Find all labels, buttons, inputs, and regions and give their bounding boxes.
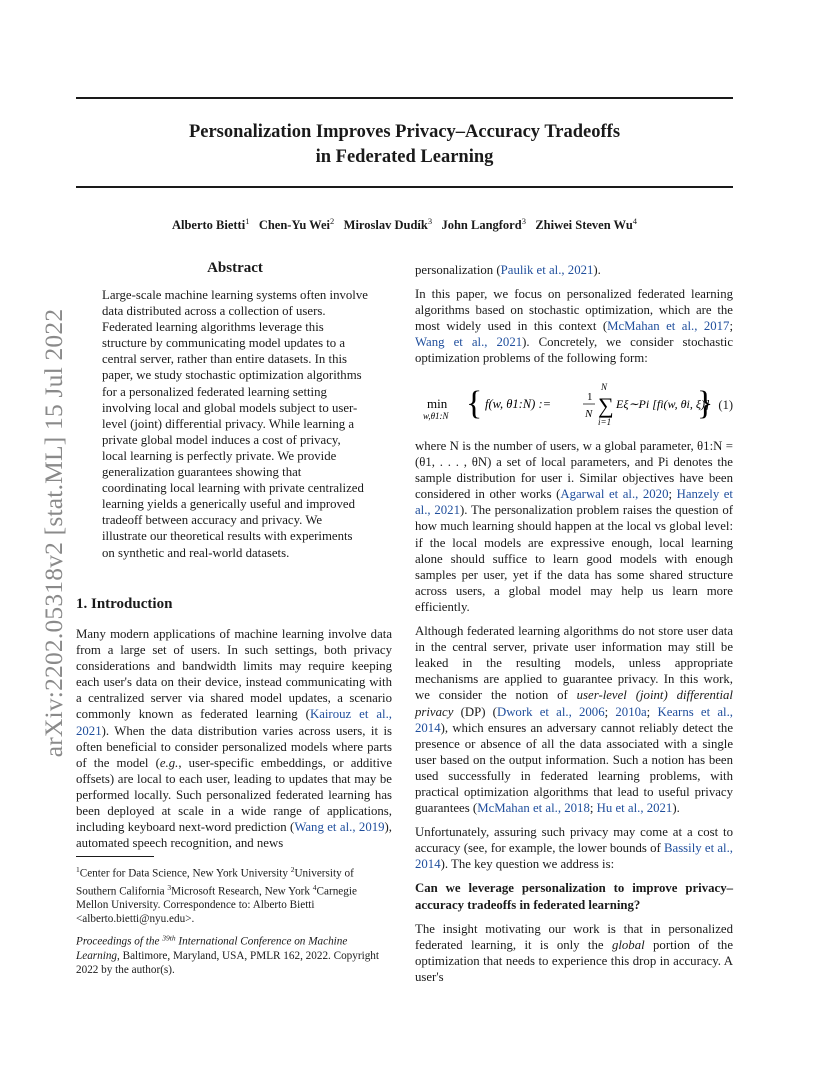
equation-number: (1) (718, 398, 733, 412)
emphasis-text: global (611, 937, 645, 952)
right-column-body: where N is the number of users, w a global parameter, θ1:N = (θ1, . . . , θN) a set of local parameters, and Pi denotes the sample distribution for user i. Similar objectives have been considered in other works (Agarwal et al., 2020; Hanzely et al., 2021). The personalization problem raises the question of how much learning should happen at the local vs global level: if the local models are expressive enough, local learning alone should suffice to learn good models with enough samples per user, yet if the data has some shared structure across users, a global model may help us learn more efficiently. Although federated learning algorithms do not store user data in the central server, private user information may still be leaked in the resulting models, unless appropriate mechanisms are applied to guarantee privacy. In this work, we consider the notion of user-level (joint) differential privacy (DP) (Dwork et al., 2006; 2010a; Kearns et al., 2014), which ensures an adversary cannot reliably detect the presence or absence of all the data associated with a single user based on the output information. Such a notion has been used successfully in federated learning problems, with practical optimization algorithms that lead to useful privacy guarantees (McMahan et al., 2018; Hu et al., 2021). Unfortunately, assuring such privacy may come at a cost to accuracy (see, for example, the lower bounds of Bassily et al., 2014). The key question we address is: Can we leverage personalization to improve privacy–accuracy tradeoffs in federated learning? The insight motivating our work is that in personalized federated learning, it is only the global portion of the optimization that needs to experience this drop in accuracy. A user's (415, 439, 734, 984)
paragraph-text: ). When the data distribution varies across users, it is often beneficial to consider personalized models where parts of the model ( (76, 723, 392, 770)
paragraph-text: ). Concretely, we consider stochastic optimization problems of the following form: (415, 335, 733, 366)
footnote-rule (76, 856, 154, 857)
citation-link[interactable]: Dwork et al., 2006 (496, 704, 605, 719)
paragraph-text: ), automated speech recognition, and news (76, 820, 392, 851)
citation-link[interactable]: Bassily et al., 2014 (415, 841, 733, 872)
author-name: John Langford (441, 218, 522, 233)
paragraph-text: Unfortunately, assuring such privacy may come at a cost to accuracy (see, for example, the lower bounds of (415, 825, 733, 856)
proceedings-text: International Conference on Machine Learning (76, 935, 348, 962)
author-affiliation: 4 (632, 216, 638, 226)
citation-link[interactable]: Hanzely et al., 2021 (415, 487, 733, 518)
author-name: Alberto Bietti (171, 218, 246, 233)
title-line-2: in Federated Learning (315, 147, 494, 167)
footnote-text: Microsoft Research, New York (171, 885, 313, 898)
citation-link[interactable]: 2010a (615, 704, 647, 719)
proceedings-text: Proceedings of the (76, 935, 163, 948)
citation-link[interactable]: Paulik et al., 2021 (500, 263, 594, 277)
eq-min-subscript: w,θ1:N (423, 411, 449, 421)
top-rule (76, 97, 733, 99)
citation-link[interactable]: McMahan et al., 2017 (607, 319, 730, 334)
eq-sum-bottom: i=1 (598, 417, 612, 427)
footnote-text: University of Southern California (76, 867, 354, 898)
citation-link[interactable]: Kearns et al., 2014 (415, 704, 733, 735)
title-bottom-rule (76, 186, 733, 188)
introduction-heading: 1. Introduction (76, 596, 173, 612)
eq-expectation: Eξ∼Pi [fi(w, θi, ξ)] (616, 397, 710, 411)
eq-min: min (427, 396, 448, 411)
eq-left-brace: { (466, 385, 483, 422)
author-name: Chen-Yu Wei (258, 218, 331, 233)
right-column-top: personalization (Paulik et al., 2021). In this paper, we focus on personalized federated learning algorithms based on stochastic optimization, which are the most widely used in this context (McMahan et al., 2017; Wang et al., 2021). Concretely, we consider stochastic optimization problems of the following form: (415, 263, 733, 366)
paragraph-text: Many modern applications of machine learning involve data from a large set of users. In such settings, both privacy considerations and bandwidth limits may require keeping each user's data on their device, instead communicating with a centralized server via shared model updates, a scenario commonly known as federated learning ( (76, 627, 392, 722)
paragraph-text: ), which ensures an adversary cannot reliably detect the presence or absence of all the data associated with a single user based on the output information. Such a notion has been used successfully in federated learning problems, with practical optimization algorithms that lead to useful privacy guarantees ( (415, 720, 733, 816)
citation-link[interactable]: Kairouz et al., 2021 (76, 707, 393, 738)
arxiv-identifier: arXiv:2202.05318v2 [stat.ML] 15 Jul 2022 (39, 308, 68, 758)
affiliation-footnote: $^1$Center for Data Science, New York University $^2$University of Southern California $^3$Microsoft Research, New York $^4$Carnegie Mellon University. Correspondence to: Alberto Bietti <alberto.bietti@nyu.edu>. (76, 865, 357, 926)
equation-1 (415, 377, 733, 433)
emphasis-text: e.g. (159, 755, 179, 770)
paragraph-text: In this paper, we focus on personalized federated learning algorithms based on stochastic optimization, which are the most widely used in this context ( (415, 287, 733, 334)
key-question: Can we leverage personalization to improve privacy–accuracy tradeoffs in federated learning? (415, 881, 733, 912)
title-line-1: Personalization Improves Privacy–Accuracy Tradeoffs (188, 122, 621, 142)
paragraph-text: ). (672, 801, 680, 816)
paragraph-text: The insight motivating our work is that in personalized federated learning, it is only the (415, 921, 733, 952)
author-list (76, 216, 733, 233)
proceedings-ordinal: 39th (162, 933, 176, 942)
paragraph-text: portion of the optimization that needs to experience this drop in accuracy. A user's (415, 937, 734, 984)
author-name: Zhiwei Steven Wu (535, 218, 633, 233)
intro-paragraph-1 (76, 626, 392, 859)
paragraph-text: ). The personalization problem raises the question of how much learning should happen at the local vs global level: if the local models are expressive enough, local learning alone should suffice to learn good models with enough samples per user, yet if the data has some shared structure across users, a global model may help us learn more efficiently. (415, 503, 733, 614)
author-name: Miroslav Dudík (343, 218, 428, 233)
eq-frac-num: 1 (587, 391, 593, 403)
eq-lhs: f(w, θ1:N) := (485, 397, 552, 411)
footnote-text: Center for Data Science, New York University (79, 867, 291, 880)
paragraph-text: where N is the number of users, w a global parameter, θ1:N = (θ1, . . . , θN) a set of local parameters, and Pi denotes the sample distribution for user i. Similar objectives have been considered in other works ( (415, 439, 733, 502)
citation-link[interactable]: Agarwal et al., 2020 (560, 487, 669, 502)
author-affiliation: 3 (427, 216, 433, 226)
paragraph-text: ). The key question we address is: (440, 857, 615, 872)
paragraph-text: Although federated learning algorithms do not store user data in the central server, private user information may still be leaked in the resulting models, unless appropriate mechanisms are applied to guarantee privacy. In this work, we consider the notion of (415, 624, 733, 703)
eq-sum-sign: ∑ (598, 393, 614, 418)
equation-svg (415, 377, 733, 433)
paragraph-text: (DP) ( (453, 704, 497, 719)
paragraph-text: , user-specific embeddings, or additive offsets) are local to each user, leading to updates that may be performed locally. Such personalized federated learning has been deployed at scale in a wide range of applications, including keyboard next-word prediction ( (76, 755, 392, 835)
citation-link[interactable]: Wang et al., 2021 (415, 335, 523, 350)
eq-sum-top: N (601, 382, 608, 392)
eq-frac-den: N (585, 408, 593, 420)
proceedings-note (76, 931, 392, 977)
author-affiliation: 1 (245, 216, 250, 226)
author-affiliation: 2 (330, 216, 335, 226)
eq-right-brace: } (697, 385, 714, 422)
paragraph-text: ). (593, 263, 601, 277)
emphasis-text: user-level (joint) differential privacy (415, 688, 733, 719)
abstract-text: Large-scale machine learning systems often involve data distributed across a collection of users. Federated learning algorithms leverage this structure by communicating model updates to a central server, rather than entire datasets. In this paper, we study stochastic optimization algorithms for a personalized federated learning setting involving local and global models subject to user-level (joint) differential privacy. While learning a private global model induces a cost of privacy, local learning is perfectly private. We provide generalization guarantees showing that coordinating local learning with private centralized learning yields a generically useful and improved tradeoff between accuracy and privacy. We illustrate our theoretical results with experiments on synthetic and real-world datasets. (102, 288, 368, 560)
author-affiliation: 3 (521, 216, 526, 226)
citation-link[interactable]: Hu et al., 2021 (596, 801, 673, 816)
citation-link[interactable]: McMahan et al., 2018 (477, 801, 590, 816)
paragraph-text: personalization ( (415, 263, 501, 277)
proceedings-text: , Baltimore, Maryland, USA, PMLR 162, 2022. Copyright 2022 by the author(s). (76, 949, 379, 976)
abstract-heading: Abstract (207, 260, 263, 276)
paper-title (76, 120, 733, 170)
citation-link[interactable]: Wang et al., 2019 (294, 820, 385, 835)
footnote-text: Carnegie Mellon University. Correspondence to: Alberto Bietti <alberto.bietti@nyu.edu>. (76, 885, 357, 926)
